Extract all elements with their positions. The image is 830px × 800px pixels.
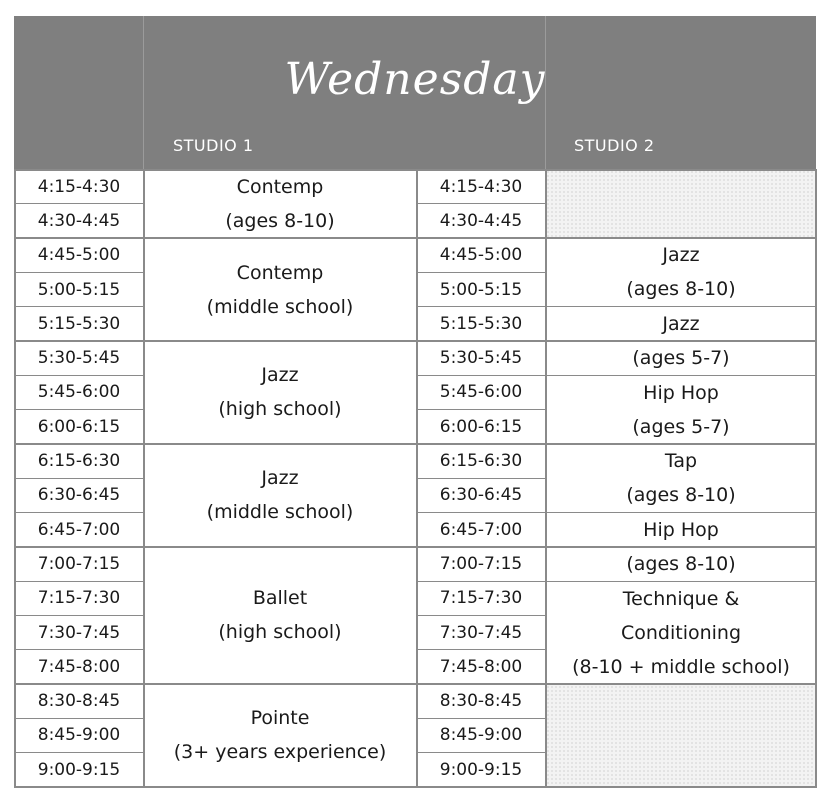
class-block xyxy=(545,375,817,445)
studio-1-label: STUDIO 1 xyxy=(173,136,254,155)
time-slot xyxy=(14,238,144,273)
class-block xyxy=(143,238,417,342)
time-slot-label: 7:00-7:15 xyxy=(37,553,121,574)
time-slot-label: 5:30-5:45 xyxy=(439,348,523,369)
class-detail: (ages 8-10) xyxy=(626,278,736,301)
class-name: Tap xyxy=(664,450,698,473)
day-title xyxy=(14,16,816,126)
class-name: Contemp xyxy=(236,261,324,284)
time-slot-label: 4:45-5:00 xyxy=(439,245,523,266)
time-slot xyxy=(416,375,546,410)
time-slot-label: 6:00-6:15 xyxy=(439,416,523,437)
time-slot-label: 8:45-9:00 xyxy=(37,725,121,746)
time-slot-label: 6:45-7:00 xyxy=(37,519,121,540)
time-slot xyxy=(416,272,546,307)
column-separator xyxy=(143,169,145,787)
time-slot xyxy=(14,684,144,719)
class-name: Hip Hop xyxy=(643,518,719,541)
empty-slot xyxy=(545,169,817,239)
time-slot xyxy=(14,752,144,787)
class-detail: (middle school) xyxy=(206,501,354,524)
column-separator xyxy=(14,169,16,787)
time-slot xyxy=(416,443,546,478)
time-slot xyxy=(416,409,546,444)
time-slot xyxy=(416,684,546,719)
time-slot xyxy=(14,375,144,410)
class-block xyxy=(143,546,417,684)
time-slot xyxy=(14,649,144,684)
class-name: Ballet xyxy=(252,587,308,610)
empty-slot xyxy=(545,684,817,788)
time-slot-label: 6:15-6:30 xyxy=(37,451,121,472)
schedule-table xyxy=(14,16,816,786)
time-slot xyxy=(14,546,144,581)
time-slot-label: 6:30-6:45 xyxy=(439,485,523,506)
class-block xyxy=(545,581,817,685)
time-slot-label: 6:00-6:15 xyxy=(37,416,121,437)
time-slot xyxy=(416,306,546,341)
time-slot xyxy=(416,341,546,376)
time-slot xyxy=(416,718,546,753)
time-slot xyxy=(416,203,546,238)
time-slot xyxy=(14,306,144,341)
class-detail: (ages 8-10) xyxy=(225,209,335,232)
column-separator xyxy=(815,169,817,787)
time-slot-label: 6:45-7:00 xyxy=(439,519,523,540)
time-slot xyxy=(14,341,144,376)
time-slot xyxy=(14,169,144,204)
time-slot-label: 7:15-7:30 xyxy=(439,588,523,609)
time-slot xyxy=(14,203,144,238)
time-slot-label: 6:30-6:45 xyxy=(37,485,121,506)
time-slot-label: 7:45-8:00 xyxy=(439,656,523,677)
time-slot xyxy=(14,512,144,547)
time-slot-label: 5:45-6:00 xyxy=(37,382,121,403)
time-slot xyxy=(416,752,546,787)
time-slot xyxy=(416,238,546,273)
class-detail: (high school) xyxy=(218,621,342,644)
class-name: Jazz xyxy=(261,364,299,387)
time-slot-label: 6:15-6:30 xyxy=(439,451,523,472)
time-slot-label: 7:30-7:45 xyxy=(439,622,523,643)
time-slot-label: 7:15-7:30 xyxy=(37,588,121,609)
class-detail: (ages 5-7) xyxy=(632,346,730,369)
time-slot-label: 8:30-8:45 xyxy=(439,691,523,712)
schedule-header xyxy=(14,16,816,169)
class-name: Pointe xyxy=(250,707,310,730)
class-detail: (high school) xyxy=(218,398,342,421)
class-block xyxy=(143,684,417,788)
class-detail: (ages 8-10) xyxy=(626,484,736,507)
time-slot-label: 4:30-4:45 xyxy=(439,210,523,231)
column-separator xyxy=(545,169,547,787)
time-slot-label: 7:30-7:45 xyxy=(37,622,121,643)
time-slot-label: 7:45-8:00 xyxy=(37,656,121,677)
class-block xyxy=(143,443,417,547)
class-name: Hip Hop xyxy=(643,381,719,404)
time-slot xyxy=(416,581,546,616)
time-slot-label: 4:30-4:45 xyxy=(37,210,121,231)
time-slot-label: 7:00-7:15 xyxy=(439,553,523,574)
class-detail: (ages 8-10) xyxy=(626,552,736,575)
time-slot xyxy=(14,409,144,444)
time-slot-label: 5:30-5:45 xyxy=(37,348,121,369)
time-slot xyxy=(14,581,144,616)
time-slot-label: 5:15-5:30 xyxy=(37,313,121,334)
time-slot xyxy=(14,272,144,307)
time-slot-label: 5:15-5:30 xyxy=(439,313,523,334)
time-slot xyxy=(14,478,144,513)
class-name: Contemp xyxy=(236,175,324,198)
time-slot-label: 8:30-8:45 xyxy=(37,691,121,712)
time-slot-label: 5:45-6:00 xyxy=(439,382,523,403)
studio-2-label: STUDIO 2 xyxy=(574,136,655,155)
time-slot-label: 8:45-9:00 xyxy=(439,725,523,746)
class-block xyxy=(545,443,817,513)
time-slot-label: 5:00-5:15 xyxy=(439,279,523,300)
time-slot-label: 4:45-5:00 xyxy=(37,245,121,266)
time-slot-label: 4:15-4:30 xyxy=(439,176,523,197)
class-detail: (3+ years experience) xyxy=(173,741,387,764)
class-name: Jazz xyxy=(261,467,299,490)
class-block xyxy=(545,238,817,308)
time-slot xyxy=(416,615,546,650)
class-detail: (middle school) xyxy=(206,295,354,318)
class-detail: (8-10 + middle school) xyxy=(572,655,790,678)
class-block xyxy=(143,169,417,239)
time-slot-label: 9:00-9:15 xyxy=(439,759,523,780)
time-slot xyxy=(14,443,144,478)
class-name: Jazz xyxy=(662,244,700,267)
time-slot-label: 9:00-9:15 xyxy=(37,759,121,780)
class-name: Technique & xyxy=(622,587,740,610)
class-block xyxy=(143,341,417,445)
class-detail: Conditioning xyxy=(620,621,742,644)
time-slot xyxy=(416,546,546,581)
time-slot xyxy=(416,478,546,513)
time-slot-label: 5:00-5:15 xyxy=(37,279,121,300)
time-slot xyxy=(14,615,144,650)
time-slot xyxy=(416,169,546,204)
class-name: Jazz xyxy=(662,312,700,335)
time-slot xyxy=(416,649,546,684)
time-slot xyxy=(416,512,546,547)
class-detail: (ages 5-7) xyxy=(632,415,730,438)
time-slot-label: 4:15-4:30 xyxy=(37,176,121,197)
day-title-text: Wednesday xyxy=(284,54,546,105)
column-separator xyxy=(416,169,418,787)
time-slot xyxy=(14,718,144,753)
